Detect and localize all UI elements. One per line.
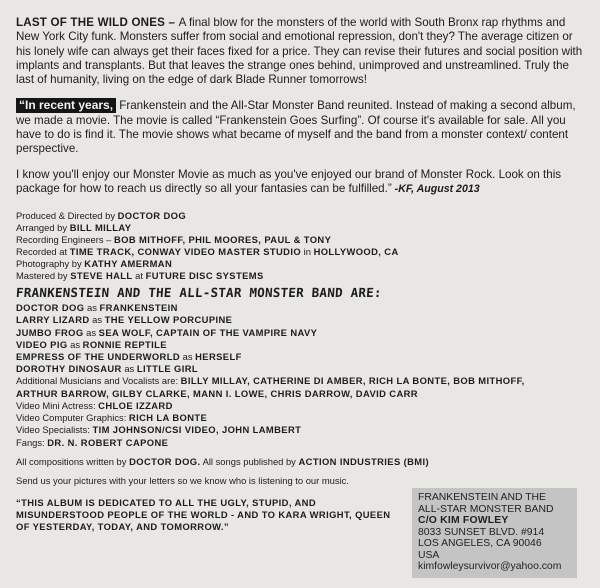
email-address: kimfowleysurvivor@yahoo.com <box>418 561 562 572</box>
credit-line: Arranged by BILL MILLAY <box>16 222 132 234</box>
intro-headword: LAST OF THE WILD ONES <box>16 16 166 29</box>
extra-credit-line: Video Mini Actress: CHLOE IZZARD <box>16 399 173 411</box>
address-line: FRANKENSTEIN AND THE <box>418 492 546 503</box>
member-line: LARRY LIZARD as THE YELLOW PORCUPINE <box>16 314 233 326</box>
dedication: “THIS ALBUM IS DEDICATED TO ALL THE UGLY, STUPID, AND MISUNDERSTOOD PEOPLE OF THE WORLD - AND TO KARA WRIGHT, QUEEN OF YESTERDAY, TODAY, AND TOMORROW.” <box>16 496 391 532</box>
recent-years-badge: “In recent years, <box>16 98 116 113</box>
band-heading: FRANKENSTEIN AND THE ALL-STAR MONSTER BAND ARE: <box>15 285 383 301</box>
address-line: USA <box>418 549 440 561</box>
credit-line: Recording Engineers – BOB MITHOFF, PHIL MOORES, PAUL & TONY <box>16 234 332 246</box>
address-line: LOS ANGELES, CA 90046 <box>418 538 542 549</box>
recent-text: Frankenstein and the All-Star Monster Band reunited. Instead of making a second album, we made a movie. The movie is called “Frankenstein Goes Surfing”. Of course it's available for sale. All you have to do is find it. The movie shows what became of myself and the band from a monster context/ content perspective. <box>16 99 576 156</box>
extra-credit-line: Additional Musicians and Vocalists are: BILLY MILLAY, CATHERINE DI AMBER, RICH LA BONTE, BOB MITHOFF, <box>16 375 525 387</box>
member-line: VIDEO PIG as RONNIE REPTILE <box>16 338 167 350</box>
member-line: DOCTOR DOG as FRANKENSTEIN <box>16 302 178 314</box>
extra-credit-line: Fangs: DR. N. ROBERT CAPONE <box>16 436 169 448</box>
intro-paragraph: LAST OF THE WILD ONES – A final blow for the monsters of the world with South Bronx rap rhythms and New York City funk. Monsters suffer from social and emotional repression, don't they? The average citizen or his lonely wife can always get their faces fixed for a price. They can revise their futures and social position with implants and transplants. But that leaves the strange ones behind, unimproved and unstreamlined. Truly the last of humanity, living on the edge of dark Blade Runner tomorrows! <box>16 16 583 87</box>
credit-line: Produced & Directed by DOCTOR DOG <box>16 210 187 222</box>
send-pictures-line: Send us your pictures with your letters so we know who is listening to our music. <box>16 474 349 486</box>
intro-text: A final blow for the monsters of the world with South Bronx rap rhythms and New York City funk. Monsters suffer from social and emotional repression, don't they? The average citizen or his lonely wife can always get their faces fixed for a price. They can revise their futures and social position with implants and transplants. But that leaves the strange ones behind, unimproved and unstreamlined. Truly the last of humanity, living on the edge of dark Blade Runner tomorrows! <box>16 16 583 87</box>
closing-text: I know you'll enjoy our Monster Movie as much as you've enjoyed our brand of Monster Rock. Look on this package for how to reach us directly so all your fantasies can be fulfilled.” <box>16 167 562 195</box>
address-line: ALL-STAR MONSTER BAND <box>418 503 554 515</box>
signature: -KF, August 2013 <box>391 182 480 195</box>
contact-address-box <box>412 488 577 578</box>
recent-paragraph <box>16 98 586 156</box>
compositions-line: All compositions written by DOCTOR DOG. All songs published by ACTION INDUSTRIES (BMI) <box>16 455 430 467</box>
address-line: C/O KIM FOWLEY <box>418 515 509 526</box>
member-line: DOROTHY DINOSAUR as LITTLE GIRL <box>16 363 199 375</box>
credit-line: Mastered by STEVE HALL at FUTURE DISC SYSTEMS <box>16 270 264 282</box>
band-members <box>16 302 586 448</box>
production-credits <box>16 210 586 282</box>
extra-credit-line: Video Computer Graphics: RICH LA BONTE <box>16 412 208 424</box>
extra-credit-line: Video Specialists: TIM JOHNSON/CSI VIDEO, JOHN LAMBERT <box>16 424 302 436</box>
address-line: 8033 SUNSET BLVD. #914 <box>418 526 545 538</box>
credit-line: Recorded at TIME TRACK, CONWAY VIDEO MASTER STUDIO in HOLLYWOOD, CA <box>16 246 399 258</box>
extra-credit-line: ARTHUR BARROW, GILBY CLARKE, MANN I. LOWE, CHRIS DARROW, DAVID CARR <box>16 387 418 399</box>
member-line: JUMBO FROG as SEA WOLF, CAPTAIN OF THE VAMPIRE NAVY <box>16 326 318 338</box>
member-line: EMPRESS OF THE UNDERWORLD as HERSELF <box>16 351 242 363</box>
closing-paragraph <box>16 168 586 197</box>
credit-line: Photography by KATHY AMERMAN <box>16 258 173 270</box>
